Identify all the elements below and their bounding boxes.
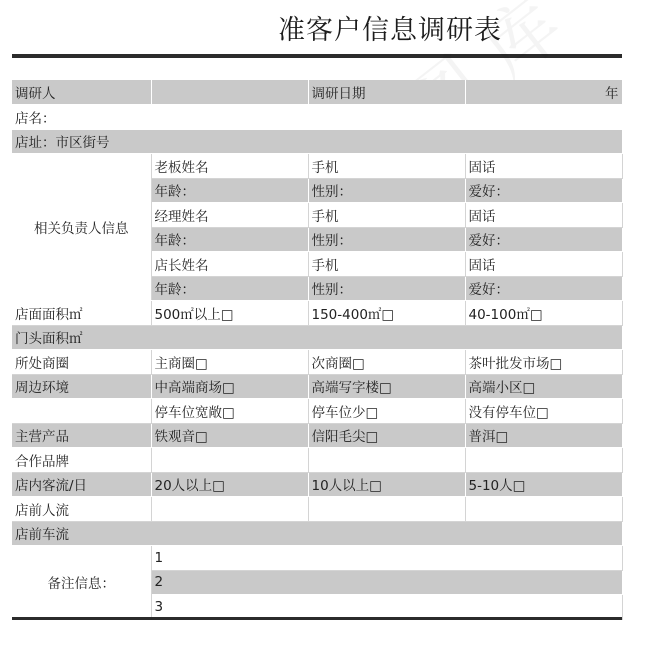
boss-gender-field[interactable]: 性别：	[308, 178, 465, 203]
surroundings-label: 周边环境	[12, 374, 151, 399]
store-manager-phone-field[interactable]: 手机	[308, 252, 465, 277]
year-label: 年	[465, 80, 622, 105]
traffic-option-high[interactable]: 20人以上□	[151, 472, 308, 497]
products-label: 主营产品	[12, 423, 151, 448]
traffic-option-medium[interactable]: 10人以上□	[308, 472, 465, 497]
product-option-tieguanyin[interactable]: 铁观音□	[151, 423, 308, 448]
brands-label: 合作品牌	[12, 448, 151, 473]
boss-phone-field[interactable]: 手机	[308, 154, 465, 179]
boss-hobby-field[interactable]: 爱好：	[465, 178, 622, 203]
contact-row	[12, 154, 622, 179]
boss-landline-field[interactable]: 固话	[465, 154, 622, 179]
parking-option-none[interactable]: 没有停车位□	[465, 399, 622, 424]
car-traffic-label: 店前车流	[12, 521, 622, 546]
surroundings-option-mall[interactable]: 中高端商场□	[151, 374, 308, 399]
manager-gender-field[interactable]: 性别：	[308, 227, 465, 252]
parking-option-ample[interactable]: 停车位宽敞□	[151, 399, 308, 424]
boss-name-field[interactable]: 老板姓名	[151, 154, 308, 179]
store-manager-name-field[interactable]: 店长姓名	[151, 252, 308, 277]
foot-traffic-label: 店前人流	[12, 497, 151, 522]
district-label: 所处商圈	[12, 350, 151, 375]
product-option-puer[interactable]: 普洱□	[465, 423, 622, 448]
foot-traffic-field[interactable]	[151, 497, 308, 522]
brands-row	[12, 448, 622, 473]
area-option-small[interactable]: 40-100㎡□	[465, 301, 622, 326]
date-label: 调研日期	[308, 80, 465, 105]
top-rule	[12, 54, 622, 58]
foot-traffic-row	[12, 497, 622, 522]
surroundings-row	[12, 374, 622, 399]
survey-form	[12, 80, 623, 620]
address-label: 店址：市区街号	[12, 129, 622, 154]
car-traffic-row	[12, 521, 622, 546]
surroundings-blank	[12, 399, 151, 424]
manager-phone-field[interactable]: 手机	[308, 203, 465, 228]
area-option-large[interactable]: 500㎡以上□	[151, 301, 308, 326]
surroundings-option-office[interactable]: 高端写字楼□	[308, 374, 465, 399]
shop-name-label: 店名：	[12, 105, 622, 130]
parking-option-limited[interactable]: 停车位少□	[308, 399, 465, 424]
header-row	[12, 80, 622, 105]
district-option-secondary[interactable]: 次商圈□	[308, 350, 465, 375]
surroundings-option-residential[interactable]: 高端小区□	[465, 374, 622, 399]
brands-field[interactable]	[465, 448, 622, 473]
address-row	[12, 129, 622, 154]
contacts-label: 相关负责人信息	[12, 154, 151, 301]
surroundings-row	[12, 399, 622, 424]
traffic-row	[12, 472, 622, 497]
foot-traffic-field[interactable]	[308, 497, 465, 522]
shop-name-row	[12, 105, 622, 130]
products-row	[12, 423, 622, 448]
manager-name-field[interactable]: 经理姓名	[151, 203, 308, 228]
traffic-label: 店内客流/日	[12, 472, 151, 497]
district-option-main[interactable]: 主商圈□	[151, 350, 308, 375]
area-label: 店面面积㎡	[12, 301, 151, 326]
manager-hobby-field[interactable]: 爱好：	[465, 227, 622, 252]
surveyor-label: 调研人	[12, 80, 151, 105]
notes-label: 备注信息：	[12, 546, 151, 620]
store-manager-gender-field[interactable]: 性别：	[308, 276, 465, 301]
brands-field[interactable]	[308, 448, 465, 473]
store-manager-landline-field[interactable]: 固话	[465, 252, 622, 277]
notes-row	[12, 546, 622, 571]
area-option-medium[interactable]: 150-400㎡□	[308, 301, 465, 326]
brands-field[interactable]	[151, 448, 308, 473]
note-line[interactable]: 2	[151, 570, 622, 595]
door-area-label: 门头面积㎡	[12, 325, 622, 350]
manager-landline-field[interactable]: 固话	[465, 203, 622, 228]
manager-age-field[interactable]: 年龄：	[151, 227, 308, 252]
traffic-option-low[interactable]: 5-10人□	[465, 472, 622, 497]
district-row	[12, 350, 622, 375]
bottom-rule	[12, 617, 622, 620]
foot-traffic-field[interactable]	[465, 497, 622, 522]
area-row	[12, 301, 622, 326]
note-line[interactable]: 1	[151, 546, 622, 571]
district-option-tea-market[interactable]: 茶叶批发市场□	[465, 350, 622, 375]
note-line[interactable]: 3	[151, 595, 622, 620]
page-title: 准客户信息调研表	[278, 15, 502, 46]
product-option-xinyang-maojian[interactable]: 信阳毛尖□	[308, 423, 465, 448]
door-area-row	[12, 325, 622, 350]
boss-age-field[interactable]: 年龄：	[151, 178, 308, 203]
store-manager-age-field[interactable]: 年龄：	[151, 276, 308, 301]
store-manager-hobby-field[interactable]: 爱好：	[465, 276, 622, 301]
